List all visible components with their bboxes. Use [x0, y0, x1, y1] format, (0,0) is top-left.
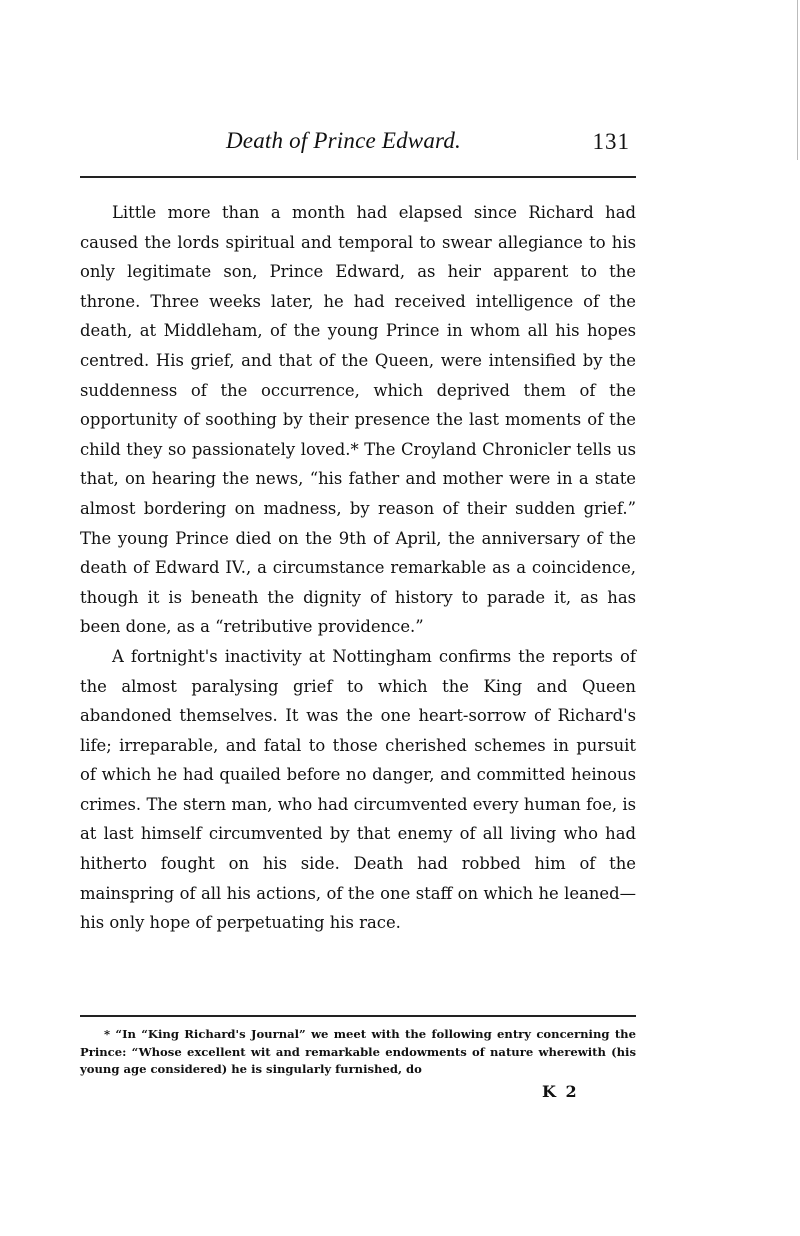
signature-mark: K 2	[542, 1082, 579, 1101]
footnote	[80, 1026, 636, 1079]
header-rule	[80, 176, 636, 178]
page-number: 131	[592, 129, 630, 154]
running-head	[78, 128, 638, 162]
body-text	[80, 198, 636, 938]
paragraph: A fortnight's inactivity at Nottingham confirms the reports of the almost paralysing grief to which the King and Queen abandoned themselves. It was the one heart-sorrow of Richard's life; irreparable, and fatal to those cherished schemes in pursuit of which he had quailed before no danger, and committed heinous crimes. The stern man, who had circumvented every human foe, is at last himself circumvented by that enemy of all living who had hitherto fought on his side. Death had robbed him of the mainspring of all his actions, of the one staff on which he leaned—his only hope of perpetuating his race.	[80, 646, 636, 933]
footnote-rule	[80, 1015, 636, 1017]
page-edge-mark	[797, 0, 798, 160]
footnote-text: * “In “King Richard's Journal” we meet with the following entry concerning the Prince: “Whose excellent wit and remarkable endowments of nature wherewith (his young age considered) he is singularly furnished, do	[80, 1027, 636, 1076]
paragraph: Little more than a month had elapsed since Richard had caused the lords spiritual and temporal to swear allegiance to his only legitimate son, Prince Edward, as heir apparent to the throne. Three weeks later, he had received intelligence of the death, at Middleham, of the young Prince in whom all his hopes centred. His grief, and that of the Queen, were intensified by the suddenness of the occurrence, which deprived them of the opportunity of soothing by their presence the last moments of the child they so passionately loved.* The Croyland Chronicler tells us that, on hearing the news, “his father and mother were in a state almost bordering on madness, by reason of their sudden grief.” The young Prince died on the 9th of April, the anniversary of the death of Edward IV., a circumstance remarkable as a coincidence, though it is beneath the dignity of history to parade it, as has been done, as a “retributive providence.”	[80, 203, 636, 637]
running-title: Death of Prince Edward.	[226, 128, 461, 153]
